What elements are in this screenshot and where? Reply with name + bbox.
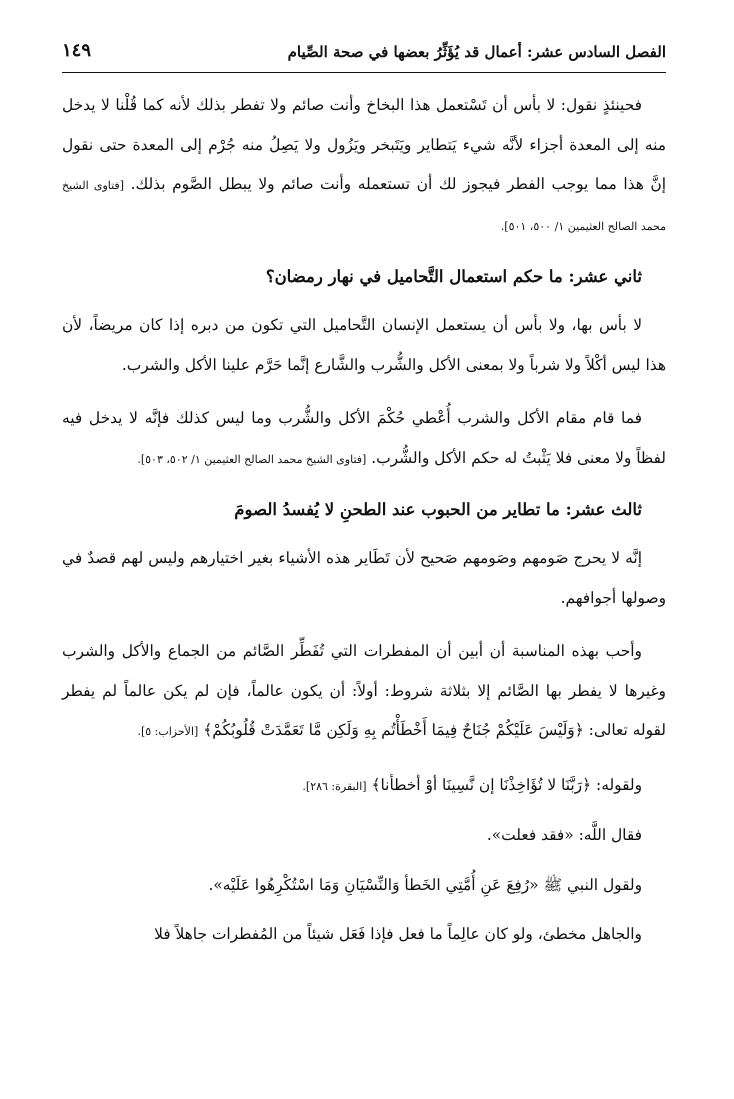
- paragraph-ignorant: والجاهل مخطئ، ولو كان عالِماً ما فعل فإذا فَعَل شيئاً من المُفطرات جاهلاً فلا: [154, 925, 642, 943]
- paragraph-verse-baqarah: [62, 766, 666, 807]
- quran-verse: ﴿وَلَيْسَ عَلَيْكُمْ جُنَاحٌ فِيمَا أَخْطَأْتُم بِهِ وَلَكِن مَّا تَعَمَّدَتْ قُلُوبُكُمْ﴾: [203, 721, 584, 739]
- page-number: ١٤٩: [62, 40, 92, 61]
- paragraph-text: ولقوله:: [596, 775, 642, 794]
- chapter-title: الفصل السادس عشر: أعمال قد يُؤَثِّرُ بعضها في صحة الصِّيام: [287, 43, 666, 61]
- section-heading-suppositories: ثاني عشر: ما حكم استعمال التَّحاميل في نهار رمضان؟: [265, 267, 642, 286]
- citation: [الأحزاب: ٥].: [137, 725, 199, 738]
- paragraph-divine-reply: فقال اللَّه: «فقد فعلت».: [486, 826, 642, 844]
- running-header: [62, 38, 666, 73]
- paragraph-conditions: [62, 632, 666, 752]
- paragraph-grain-dust: إنَّه لا يحرج صَومهم وصَومهم صَحيح لأن تَطَاير هذه الأشياء بغير اختيارهم وليس لهم قصدٌ في وصولها أجوافهم.: [62, 549, 666, 607]
- paragraph-text: وأحب بهذه المناسبة أن أبين أن المفطرات التي تُفَطِّر الصَّائم من الجماع والأكل والشرب وغيرها لا يفطر بها الصَّائم إلا بثلاثة شروط: أولاً: أن يكون عالماً، فإن لم يكن عالماً لم يفطر لقوله تعالى:: [62, 642, 666, 739]
- paragraph-ruling: [62, 399, 666, 479]
- paragraph-text: ولقول النبي ﷺ: [543, 875, 642, 894]
- paragraph-hadith: [62, 866, 666, 906]
- paragraph-text: فما قام مقام الأكل والشرب أُعْطي حُكْمَ الأكل والشُّرب وما ليس كذلك فإنَّه لا يدخل فيه لفظاً ولا معنى فلا يَثْبتُ له حكم الأكل والشُّرب.: [62, 409, 666, 467]
- paragraph-text: فحينئذٍ نقول: لا بأس أن تَسْتعمل هذا البخاخ وأنت صائم ولا تفطر بذلك لأنه كما قُلْنا لا يدخل منه إلى المعدة أجزاء لأنَّه شيء يَتطاير ويَتَبخر ويَزُول ولا يَصِلُ منه جُرْم إلى المعدة حتى نقول إنَّ هذا مما يوجب الفطر فيجوز لك أن تستعمله وأنت صائم ولا يبطل الصَّوم بذلك.: [62, 96, 667, 193]
- paragraph-suppositories: لا بأس بها، ولا بأس أن يستعمل الإنسان التَّحاميل التي تكون من دبره إذا كان مريضاً، لأن هذا ليس أكْلاً ولا شرباً ولا بمعنى الأكل والشُّرب والشَّارع إنَّما حَرَّم علينا الأكل والشرب.: [62, 316, 666, 374]
- citation: [فتاوى الشيخ محمد الصالح العثيمين ١/ ٥٠٢، ٥٠٣].: [137, 452, 367, 466]
- citation: [فتاوى الشيخ محمد الصالح العثيمين ١/ ٥٠٠، ٥٠١].: [62, 179, 666, 233]
- page-body: [62, 86, 666, 1079]
- citation: [البقرة: ٢٨٦].: [302, 779, 367, 793]
- hadith-text: «رُفِعَ عَنِ أُمَّتِي الخَطأ وَالنِّسْيَانِ وَمَا اسْتُكْرِهُوا عَلَيْه».: [208, 875, 539, 894]
- paragraph-inhaler: [62, 86, 666, 246]
- section-heading-grain-dust: ثالث عشر: ما تطاير من الحبوب عند الطحنِ لا يُفسدُ الصومَ: [234, 500, 642, 519]
- quran-verse: ﴿رَبَّنَا لا تُؤَاخِذْنَا إن نَّسِينَا أوْ أخطأنا﴾: [371, 775, 592, 794]
